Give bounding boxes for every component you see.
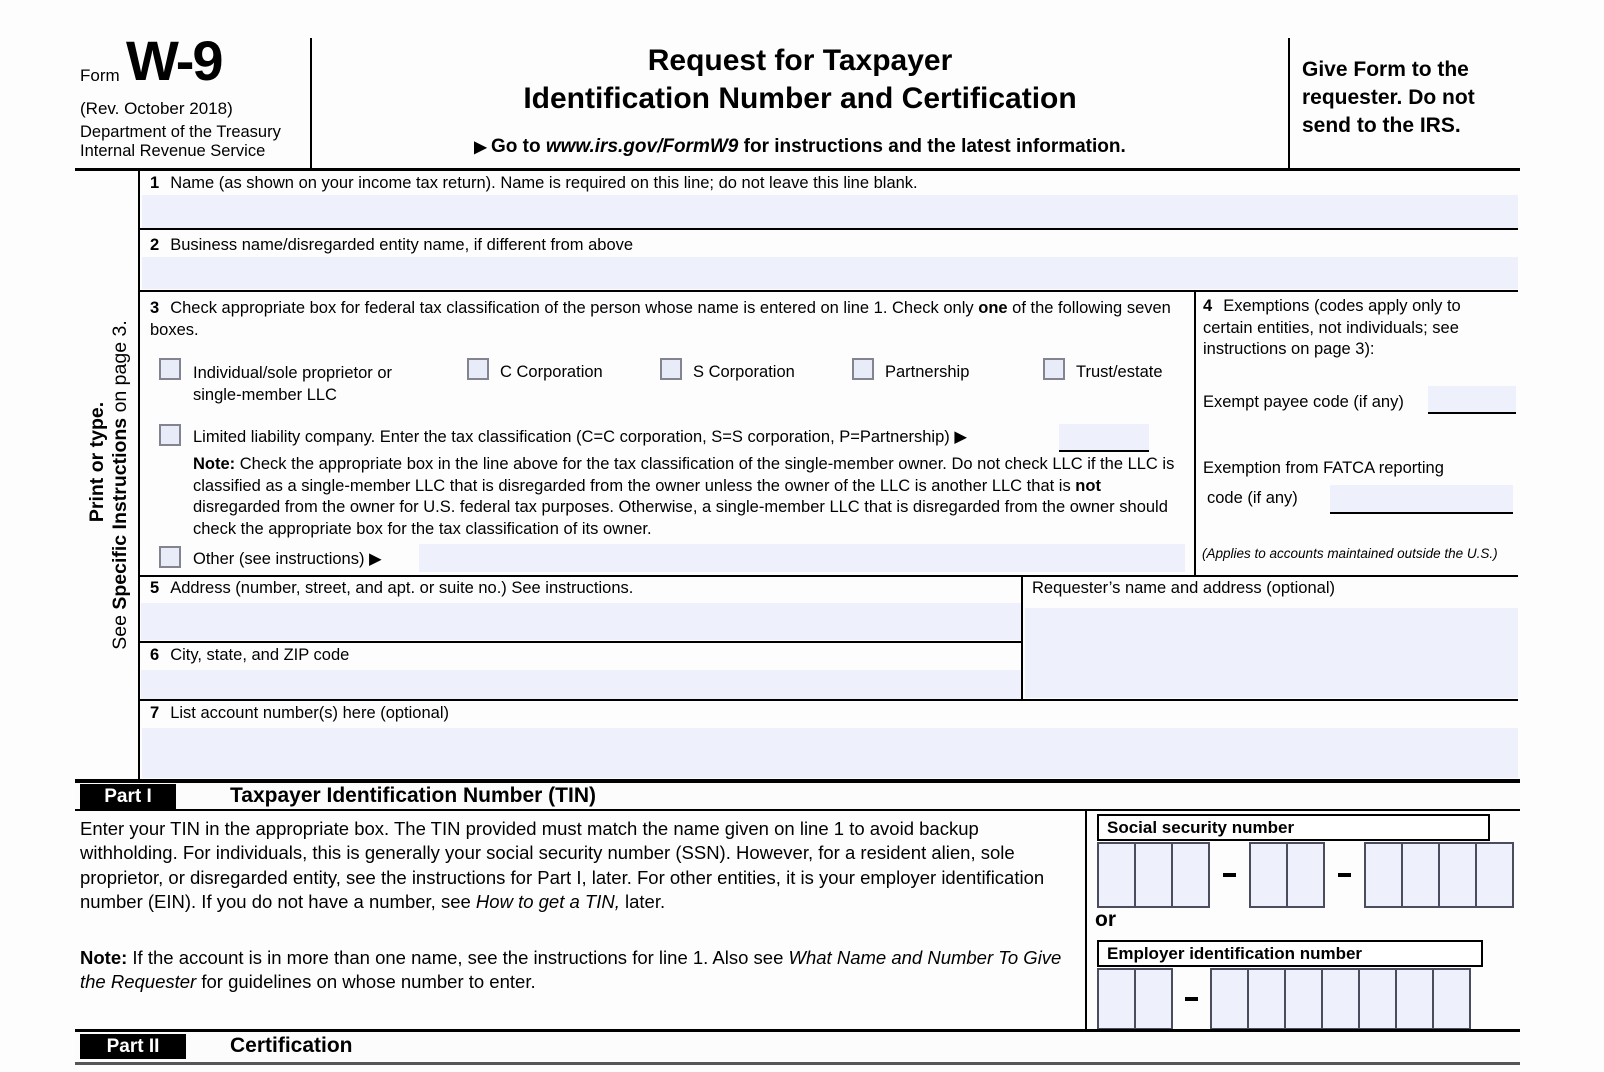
ssn-cell[interactable] [1249, 842, 1288, 908]
line3-label: 3 Check appropriate box for federal tax classification of the person whose name is entered on line 1. Check only one of the following seven boxes. [150, 299, 1171, 339]
ein-cells [1097, 968, 1471, 1030]
print-or-type-label: Print or type. [86, 401, 108, 523]
line2-label: 2 Business name/disregarded entity name, if different from above [150, 236, 634, 254]
other-label: Other (see instructions) ▶ [193, 550, 382, 568]
line4-divider [1194, 290, 1196, 577]
llc-label: Limited liability company. Enter the tax classification (C=C corporation, S=S corporation, P=Partnership) ▶ [193, 428, 968, 446]
checkbox-trust-estate[interactable] [1043, 358, 1065, 380]
ssn-cell[interactable] [1134, 842, 1173, 908]
tin-column-border [1085, 811, 1087, 1032]
department-label: Department of the Treasury [80, 123, 281, 141]
checkbox-llc[interactable] [159, 424, 181, 446]
ein-cell[interactable] [1395, 968, 1434, 1030]
ssn-cell[interactable] [1401, 842, 1440, 908]
fatca-label-line2: code (if any) [1207, 489, 1298, 507]
form-revision: (Rev. October 2018) [80, 99, 233, 118]
ssn-cell[interactable] [1364, 842, 1403, 908]
ein-cell[interactable] [1097, 968, 1136, 1030]
header-divider-right [1288, 38, 1290, 168]
header-bottom-rule [75, 168, 1520, 171]
exempt-payee-label: Exempt payee code (if any) [1203, 393, 1404, 411]
ssn-label-box: Social security number [1097, 814, 1490, 841]
goto-instructions: ▶ Go to www.irs.gov/FormW9 for instructions and the latest information. [474, 136, 1126, 157]
row-border [138, 290, 1518, 292]
row-border [138, 699, 1518, 701]
part2-badge: Part II [80, 1034, 186, 1059]
ein-cell[interactable] [1358, 968, 1397, 1030]
see-specific-instructions-label: See Specific Instructions on page 3. [109, 320, 131, 650]
row-border [138, 641, 1023, 643]
part2-title: Certification [230, 1034, 353, 1057]
form-number: W-9 [126, 29, 222, 92]
line4-label: 4 Exemptions (codes apply only to certain entities, not individuals; see instructions on page 3): [1203, 297, 1461, 358]
line6-label: 6 City, state, and ZIP code [150, 646, 350, 664]
part1-note: Note: If the account is in more than one name, see the instructions for line 1. Also see What Name and Number To Give the Requester for guidelines on whose number to enter. [80, 947, 1062, 993]
ein-cell[interactable] [1432, 968, 1471, 1030]
line5-label: 5 Address (number, street, and apt. or suite no.) See instructions. [150, 579, 634, 597]
form-title-line1: Request for Taxpayer [647, 44, 953, 77]
checkbox-s-corporation[interactable] [660, 358, 682, 380]
requester-label: Requester’s name and address (optional) [1032, 579, 1335, 597]
ein-cell[interactable] [1284, 968, 1323, 1030]
ein-cell[interactable] [1134, 968, 1173, 1030]
fatca-applies-note: (Applies to accounts maintained outside the U.S.) [1202, 546, 1498, 561]
ein-cell[interactable] [1210, 968, 1249, 1030]
requester-divider [1021, 575, 1023, 701]
ein-dash [1185, 997, 1198, 1001]
part1-paragraph: Enter your TIN in the appropriate box. The TIN provided must match the name given on line 1 to avoid backup withholding. For individuals, this is generally your social security number (SSN). However, for a resident alien, sole proprietor, or disregarded entity, see the instructions for Part I, later. For other entities, it is your employer identification number (EIN). If you do not have a number, see How to get a TIN, later. [80, 818, 1045, 912]
checkbox-other[interactable] [159, 546, 181, 568]
part1-title: Taxpayer Identification Number (TIN) [230, 784, 596, 807]
or-label: or [1095, 908, 1116, 931]
service-label: Internal Revenue Service [80, 142, 266, 160]
form-title-line2: Identification Number and Certification [523, 82, 1077, 115]
name-input[interactable] [142, 195, 1518, 228]
business-name-input[interactable] [142, 257, 1518, 289]
ssn-cell[interactable] [1475, 842, 1514, 908]
other-input[interactable] [419, 544, 1185, 572]
checkbox-individual-label: Individual/sole proprietor or single-member LLC [193, 364, 393, 404]
llc-note: Note: Check the appropriate box in the line above for the tax classification of the single-member owner. Do not check LLC if the LLC is classified as a single-member LLC that is disregarded from the owner unless the owner of the LLC is another LLC that is not disregarded from the owner for U.S. federal tax purposes. Otherwise, a single-member LLC that is disregarded from the owner should check the appropriate box for the tax classification of its owner. [193, 455, 1175, 538]
bottom-rule [75, 1062, 1520, 1065]
ssn-cells [1097, 842, 1514, 908]
ssn-cell[interactable] [1171, 842, 1210, 908]
row-border [138, 228, 1518, 230]
city-state-zip-input[interactable] [141, 670, 1021, 699]
checkbox-partnership-label: Partnership [885, 363, 970, 381]
give-form-notice: Give Form to the requester. Do not send to the IRS. [1302, 58, 1475, 137]
requester-input[interactable] [1025, 608, 1518, 698]
row-border [138, 575, 1518, 577]
ssn-dash [1223, 873, 1236, 877]
ssn-dash [1338, 873, 1351, 877]
checkbox-partnership[interactable] [852, 358, 874, 380]
exempt-payee-input[interactable] [1428, 386, 1516, 414]
address-input[interactable] [141, 603, 1021, 640]
ssn-cell[interactable] [1438, 842, 1477, 908]
form-left-border [138, 170, 140, 781]
line7-label: 7 List account number(s) here (optional) [150, 704, 449, 722]
account-numbers-input[interactable] [142, 728, 1518, 778]
line1-label: 1 Name (as shown on your income tax return). Name is required on this line; do not leave this line blank. [150, 174, 918, 192]
checkbox-s-corporation-label: S Corporation [693, 363, 795, 381]
part1-badge: Part I [80, 784, 176, 809]
checkbox-individual[interactable] [159, 358, 181, 380]
ein-cell[interactable] [1321, 968, 1360, 1030]
checkbox-c-corporation[interactable] [467, 358, 489, 380]
fatca-label-line1: Exemption from FATCA reporting [1203, 459, 1444, 477]
ein-cell[interactable] [1247, 968, 1286, 1030]
ssn-cell[interactable] [1286, 842, 1325, 908]
checkbox-c-corporation-label: C Corporation [500, 363, 603, 381]
right-arrow-icon: ▶ [474, 139, 491, 156]
form-word: Form [80, 66, 120, 85]
fatca-code-input[interactable] [1330, 485, 1513, 514]
checkbox-trust-estate-label: Trust/estate [1076, 363, 1163, 381]
llc-classification-input[interactable] [1059, 424, 1149, 452]
ein-label-box: Employer identification number [1097, 940, 1483, 967]
irs-url[interactable]: www.irs.gov/FormW9 [545, 136, 739, 157]
ssn-cell[interactable] [1097, 842, 1136, 908]
